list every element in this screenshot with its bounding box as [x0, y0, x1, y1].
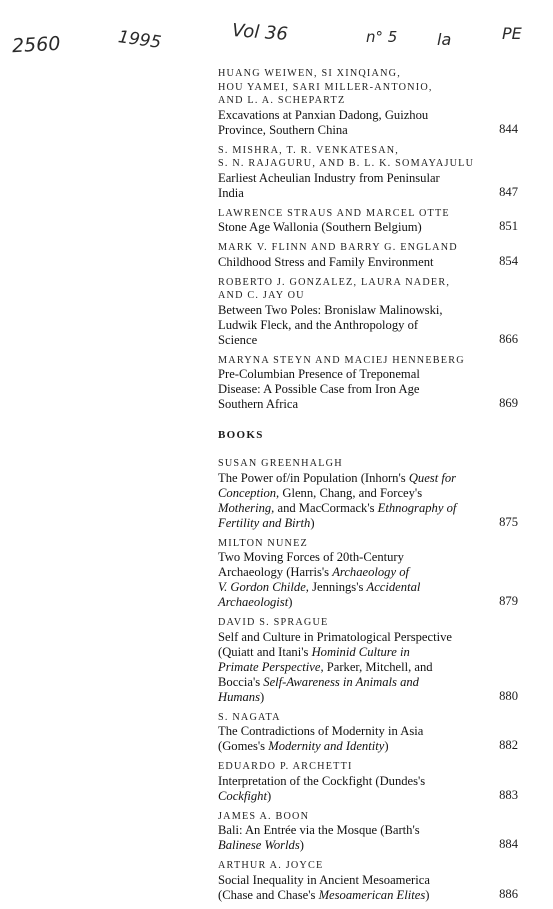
title-line: [218, 630, 470, 645]
articles-entry: [218, 354, 518, 413]
author-line: S. N. RAJAGURU, AND B. L. K. SOMAYAJULU: [218, 158, 475, 169]
title-line: [218, 774, 470, 789]
author-line: MARYNA STEYN AND MACIEJ HENNEBERG: [218, 354, 465, 366]
entry-title: [218, 774, 470, 804]
title-line: [218, 873, 470, 888]
handwritten-la: la: [437, 30, 452, 49]
book-review-list: [218, 457, 518, 903]
page-number: 866: [499, 331, 518, 346]
title-line: Southern Africa: [218, 397, 299, 411]
title-line: Excavations at Panxian Dadong, Guizhou: [218, 107, 429, 122]
entry-authors: [218, 711, 518, 725]
entry-title: [218, 303, 470, 348]
title-segment: Balinese Worlds: [218, 838, 300, 852]
handwritten-pe: PE: [502, 24, 522, 43]
title-segment: Mothering,: [218, 500, 275, 515]
title-line: [218, 550, 470, 565]
handwritten-volume: Vol 36: [231, 20, 289, 45]
entry-title: [218, 724, 470, 754]
author-line: JAMES A. BOON: [218, 810, 310, 822]
title-line: [218, 675, 470, 690]
title-segment: ): [288, 595, 293, 609]
entry-title: [218, 873, 470, 903]
entry-title: [218, 471, 470, 531]
title-segment: Accidental: [366, 580, 421, 594]
title-segment: ): [384, 739, 389, 753]
title-line: Disease: A Possible Case from Iron Age: [218, 382, 420, 396]
page-number: 886: [499, 886, 518, 901]
page-number: 847: [499, 184, 518, 199]
title-segment: Parker, Mitchell, and: [323, 659, 433, 674]
author-line: EDUARDO P. ARCHETTI: [218, 761, 353, 772]
title-line: [218, 789, 470, 804]
title-segment: Humans: [218, 689, 260, 704]
author-line: MILTON NUNEZ: [218, 537, 308, 549]
title-line: [218, 724, 470, 739]
title-line: [218, 471, 470, 486]
title-segment: Self-Awareness in Animals and: [263, 674, 419, 689]
books-entry: [218, 711, 518, 755]
title-segment: Two Moving Forces of 20th-Century: [218, 550, 404, 564]
title-segment: ): [299, 838, 304, 852]
title-segment: Hominid Culture in: [311, 644, 410, 659]
entry-title: [218, 255, 470, 270]
author-line: AND L. A. SCHEPARTZ: [218, 95, 346, 106]
title-segment: Jennings's: [308, 580, 367, 594]
author-line: AND C. JAY OU: [218, 290, 305, 301]
title-segment: (Gomes's: [218, 739, 269, 753]
title-line: [218, 823, 470, 838]
page-number: 880: [499, 688, 518, 703]
title-segment: Archaeologist: [218, 595, 289, 609]
title-line: [218, 838, 470, 853]
title-segment: Ethnography of: [377, 500, 457, 515]
author-line: HOU YAMEI, SARI MILLER-ANTONIO,: [218, 81, 433, 93]
articles-entry: [218, 276, 518, 348]
books-entry: [218, 810, 518, 854]
title-segment: ): [425, 887, 430, 902]
entry-authors: [218, 241, 518, 255]
entry-title: [218, 171, 470, 201]
title-line: [218, 580, 470, 595]
title-line: Pre-Columbian Presence of Treponemal: [218, 367, 420, 381]
author-line: ROBERTO J. GONZALEZ, LAURA NADER,: [218, 276, 451, 288]
entry-authors: [218, 616, 518, 630]
title-line: Province, Southern China: [218, 122, 348, 137]
title-segment: Cockfight: [218, 788, 267, 803]
title-segment: Quest for: [408, 470, 457, 485]
title-line: [218, 565, 470, 580]
title-segment: Glenn, Chang, and Forcey's: [279, 485, 423, 500]
page-number: 851: [499, 219, 518, 233]
title-segment: and MacCormack's: [274, 500, 378, 515]
author-line: S. NAGATA: [218, 711, 281, 723]
entry-authors: [218, 859, 518, 873]
title-segment: (Chase and Chase's: [218, 887, 319, 902]
title-line: Stone Age Wallonia (Southern Belgium): [218, 220, 422, 234]
books-section: [218, 429, 518, 909]
entry-title: [218, 630, 470, 705]
title-segment: Boccia's: [218, 674, 264, 689]
entry-authors: [218, 457, 518, 471]
title-segment: Social Inequality in Ancient Mesoamerica: [218, 872, 430, 887]
author-line: S. MISHRA, T. R. VENKATESAN,: [218, 144, 400, 156]
title-line: Earliest Acheulian Industry from Peninsular: [218, 170, 440, 185]
page-number: 884: [499, 837, 518, 851]
books-entry: [218, 457, 518, 531]
handwritten-id: 2560: [11, 32, 61, 58]
handwritten-number: n° 5: [366, 28, 398, 46]
title-segment: V. Gordon Childe,: [218, 580, 309, 594]
author-line: DAVID S. SPRAGUE: [218, 617, 329, 628]
entry-authors: [218, 207, 518, 221]
title-line: [218, 690, 470, 705]
title-line: Childhood Stress and Family Environment: [218, 254, 434, 269]
title-line: Ludwik Fleck, and the Anthropology of: [218, 317, 419, 332]
title-segment: Interpretation of the Cockfight (Dundes's: [218, 773, 426, 788]
title-line: [218, 660, 470, 675]
books-heading: BOOKS: [218, 429, 264, 441]
title-segment: Primate Perspective,: [218, 659, 324, 674]
page-number: 879: [499, 594, 518, 608]
title-line: [218, 486, 470, 501]
articles-entry: [218, 144, 518, 201]
title-segment: ): [310, 515, 315, 530]
title-segment: ): [266, 788, 272, 803]
articles-entry: [218, 67, 518, 138]
title-segment: The Power of/in Population (Inhorn's: [218, 470, 409, 485]
author-line: SUSAN GREENHALGH: [218, 458, 343, 469]
title-line: Science: [218, 332, 258, 347]
title-segment: Bali: An Entrée via the Mosque (Barth's: [218, 823, 420, 837]
title-segment: Modernity and Identity: [268, 739, 385, 753]
title-line: [218, 739, 470, 754]
title-segment: Archaeology of: [332, 565, 410, 579]
page-number: 854: [499, 253, 518, 268]
handwritten-year: 1995: [116, 27, 163, 53]
entry-title: [218, 823, 470, 853]
author-line: HUANG WEIWEN, SI XINQIANG,: [218, 68, 401, 79]
entry-authors: [218, 760, 518, 774]
article-list: [218, 67, 518, 418]
title-segment: Mesoamerican Elites: [318, 887, 426, 902]
entry-authors: [218, 144, 518, 171]
entry-authors: [218, 67, 518, 108]
entry-title: [218, 550, 470, 610]
title-line: [218, 516, 470, 531]
author-line: MARK V. FLINN AND BARRY G. ENGLAND: [218, 242, 458, 253]
page-number: 869: [499, 396, 518, 410]
title-line: Between Two Poles: Bronislaw Malinowski,: [218, 302, 443, 317]
entry-authors: [218, 537, 518, 551]
page-number: 883: [499, 787, 518, 802]
title-line: [218, 645, 470, 660]
books-entry: [218, 537, 518, 611]
title-segment: ): [259, 689, 265, 704]
articles-entry: [218, 241, 518, 270]
entry-authors: [218, 276, 518, 303]
page-number: 875: [499, 514, 518, 529]
title-segment: (Quiatt and Itani's: [218, 644, 312, 659]
title-segment: Conception,: [218, 485, 280, 500]
handwritten-annotations: [0, 14, 553, 58]
books-entry: [218, 859, 518, 903]
author-line: LAWRENCE STRAUS AND MARCEL OTTE: [218, 207, 450, 219]
title-line: [218, 501, 470, 516]
entry-authors: [218, 810, 518, 824]
title-segment: Archaeology (Harris's: [218, 565, 333, 579]
books-entry: [218, 760, 518, 804]
page-number: 844: [499, 121, 518, 136]
author-line: ARTHUR A. JOYCE: [218, 860, 324, 871]
title-segment: Self and Culture in Primatological Perspective: [218, 629, 452, 644]
title-line: India: [218, 185, 244, 200]
title-line: [218, 595, 470, 610]
entry-title: [218, 220, 470, 235]
books-entry: [218, 616, 518, 705]
title-line: [218, 888, 470, 903]
entry-title: [218, 367, 470, 412]
entry-authors: [218, 354, 518, 368]
title-segment: Fertility and Birth: [218, 515, 311, 530]
entry-title: [218, 108, 470, 138]
title-segment: The Contradictions of Modernity in Asia: [218, 724, 424, 738]
articles-entry: [218, 207, 518, 236]
page-number: 882: [499, 738, 518, 752]
